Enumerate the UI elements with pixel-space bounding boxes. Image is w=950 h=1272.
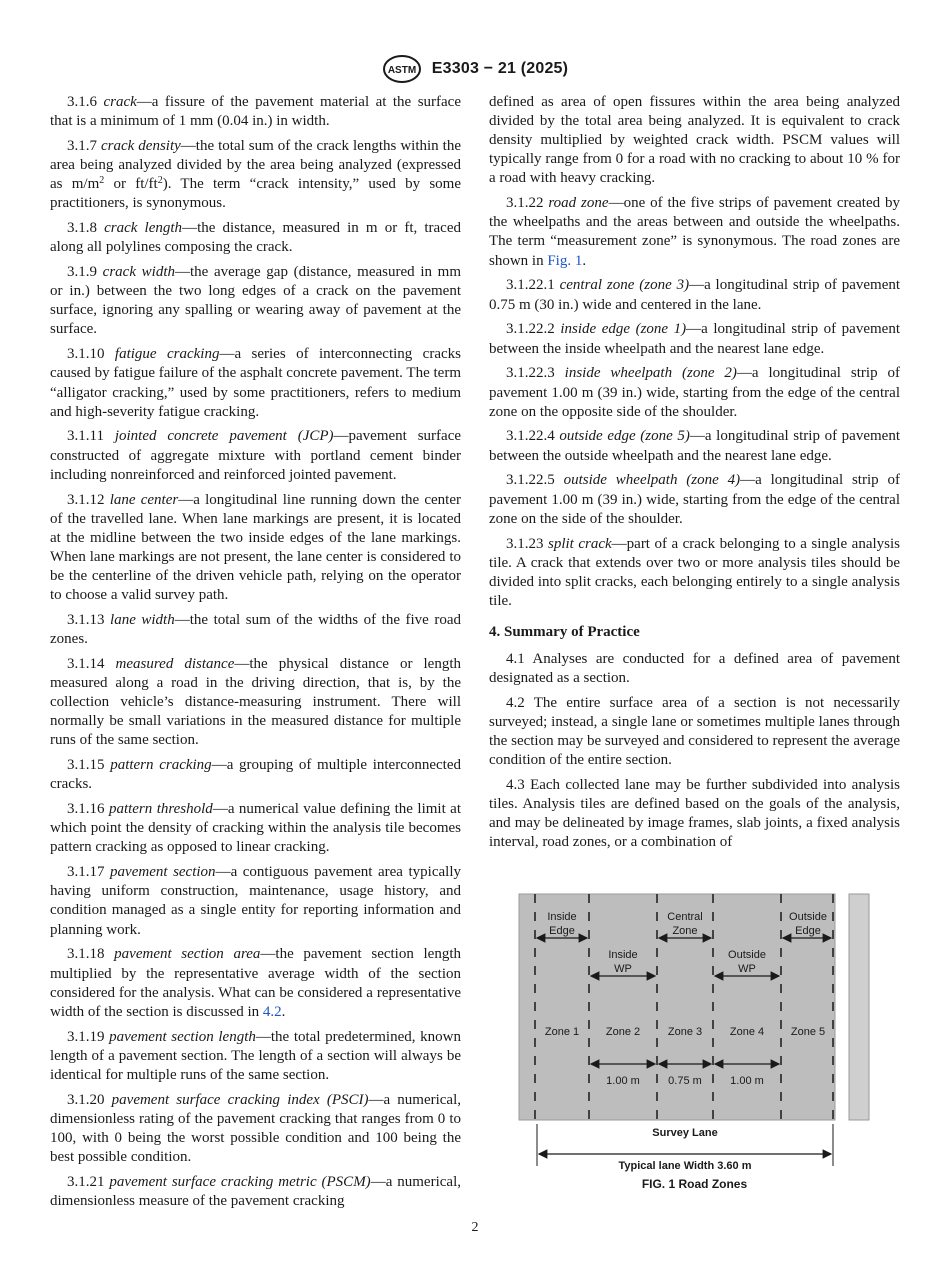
label-width-zone-3: 0.75 m xyxy=(668,1075,702,1087)
label-inside-wp-line1: Inside xyxy=(608,949,638,961)
label-outside-wp-line1: Outside xyxy=(728,949,766,961)
definition-3-1-13: 3.1.13 lane width—the total sum of the widths of the five road zones. xyxy=(50,611,462,648)
road-zones-diagram xyxy=(517,892,871,1176)
page-number: 2 xyxy=(471,1220,479,1235)
definition-3-1-17: 3.1.17 pavement section—a contiguous pavement area typically having uniform construction, maintenance, usage history, and condition managed as a single entity for reporting information and planning work. xyxy=(50,864,461,938)
definition-3-1-9: 3.1.9 crack width—the average gap (distance, measured in mm or in.) between the two long edges of a crack on the pavement surface, ignoring any spalling or wearing away of pavement at the surface. xyxy=(50,264,461,338)
definition-3-1-22-5: 3.1.22.5 outside wheelpath (zone 4)—a longitudinal strip of pavement 1.00 m (39 in.) wide, starting from the edge of the central zone on the side of the shoulder. xyxy=(489,472,900,527)
label-central-zone-line2: Zone xyxy=(672,925,698,937)
definition-3-1-22-1: 3.1.22.1 central zone (zone 3)—a longitudinal strip of pavement 0.75 m (30 in.) wide and centered in the lane. xyxy=(489,277,901,313)
definition-3-1-22-3: 3.1.22.3 inside wheelpath (zone 2)—a longitudinal strip of pavement 1.00 m (39 in.) wide, starting from the edge of the central zone on the opposite side of the shoulder. xyxy=(489,365,900,420)
definition-3-1-22-2: 3.1.22.2 inside edge (zone 1)—a longitudinal strip of pavement between the inside wheelpath and the nearest lane edge. xyxy=(489,321,900,357)
definition-3-1-18: 3.1.18 pavement section area—the pavement section length multiplied by the representative average width of the section considered for the analysis. What can be considered a representative width of the section is discussed in 4.2. xyxy=(50,946,462,1020)
definition-3-1-22-4: 3.1.22.4 outside edge (zone 5)—a longitudinal strip of pavement between the outside wheelpath and the nearest lane edge. xyxy=(489,428,900,464)
definition-3-1-23: 3.1.23 split crack—part of a crack belonging to a single analysis tile. A crack that extends over two or more analysis tiles should be divided into split cracks, each belonging entirely to a single analysis tile. xyxy=(489,535,901,609)
label-outside-wp-line2: WP xyxy=(738,963,756,975)
definition-3-1-19: 3.1.19 pavement section length—the total predetermined, known length of a pavement section. The length of a section will always be identical for multiple runs of the same section. xyxy=(50,1028,461,1083)
definition-3-1-21-continued: defined as area of open fissures within the area being analyzed divided by the total area being analyzed. It is equivalent to crack density multiplied by weighted crack width. PSCM values will typically range from 0 for a road with no cracking to about 10 % for a road with heavy cracking. xyxy=(489,94,900,187)
definition-3-1-22: 3.1.22 road zone—one of the five strips of pavement created by the wheelpaths and the areas between and outside the wheelpaths. The term “measurement zone” is synonymous. The road zones are shown in Fig. 1. xyxy=(489,195,901,269)
paragraph-4-1: 4.1 Analyses are conducted for a defined area of pavement designated as a section. xyxy=(489,651,900,687)
astm-logo-text: ASTM xyxy=(387,65,416,76)
definition-3-1-20: 3.1.20 pavement surface cracking index (PSCI)—a numerical, dimensionless rating of the pavement cracking that ranges from 0 to 100, with 0 being the worst possible condition and 100 being the best possible condition. xyxy=(50,1091,462,1165)
label-outside-edge-line1: Outside xyxy=(789,911,827,923)
label-width-zone-4: 1.00 m xyxy=(730,1075,764,1087)
label-inside-edge-line2: Edge xyxy=(549,925,575,937)
definition-3-1-6: 3.1.6 crack—a fissure of the pavement material at the surface that is a minimum of 1 mm (0.04 in.) in width. xyxy=(50,94,461,130)
label-inside-wp-line2: WP xyxy=(614,963,632,975)
definition-3-1-16: 3.1.16 pattern threshold—a numerical value defining the limit at which point the density of cracking within the analysis tile becomes pattern cracking as opposed to linear cracking. xyxy=(50,801,461,856)
definition-3-1-21: 3.1.21 pavement surface cracking metric (PSCM)—a numerical, dimensionless measure of the pavement cracking xyxy=(50,1173,461,1209)
definition-3-1-12: 3.1.12 lane center—a longitudinal line running down the center of the travelled lane. When lane markings are present, it is located at the midline between the two inside edges of the lane markings. When lane markings are not present, the lane center is considered to be the centerline of the driven vehicle path, relying on the operator to choose a valid survey path. xyxy=(50,491,462,604)
link-fig-1[interactable]: Fig. 1 xyxy=(547,252,583,269)
label-inside-edge-line1: Inside xyxy=(547,911,577,923)
label-zone-3: Zone 3 xyxy=(667,1026,703,1038)
paragraph-4-2: 4.2 The entire surface area of a section is not necessarily surveyed; instead, a single lane or sometimes multiple lanes through the section may be surveyed and considered to represent the average condition of the entire section. xyxy=(489,695,900,769)
label-zone-2: Zone 2 xyxy=(605,1026,641,1038)
definition-3-1-14: 3.1.14 measured distance—the physical distance or length measured along a road in the driving direction, that is, by the collection vehicle’s distance-measuring instrument. There will normally be small variations in the measured distance for multiple runs of the same section. xyxy=(50,655,461,749)
section-heading: 4. Summary of Practice xyxy=(489,623,640,640)
figure-caption: FIG. 1 Road Zones xyxy=(641,1177,748,1191)
definition-3-1-8: 3.1.8 crack length—the distance, measured in m or ft, traced along all polylines composing the crack. xyxy=(50,220,461,256)
definition-3-1-11: 3.1.11 jointed concrete pavement (JCP)—pavement surface constructed of aggregate mixture with portland cement binder including nonreinforced and reinforced jointed pavement. xyxy=(50,428,462,483)
label-zone-4: Zone 4 xyxy=(729,1026,765,1038)
standard-designation: E3303 − 21 (2025) xyxy=(431,60,569,77)
label-outside-edge-line2: Edge xyxy=(795,925,821,937)
shoulder-strip xyxy=(849,894,869,1120)
label-zone-5: Zone 5 xyxy=(790,1026,826,1038)
definition-3-1-7: 3.1.7 crack density—the total sum of the crack lengths within the area being analyzed divided by the area being analyzed (expressed as $m/m^2$ or $ft/ft^2$). The term “crack intensity,” used by some practitioners, is synonymous. xyxy=(50,137,461,212)
definition-3-1-10: 3.1.10 fatigue cracking—a series of interconnecting cracks caused by fatigue failure of the asphalt concrete pavement. The term “alligator cracking,” used by some practitioners, refers to medium and high-severity fatigue cracking. xyxy=(50,346,461,420)
road-zones-figure xyxy=(517,892,871,1194)
paragraph-4-3: 4.3 Each collected lane may be further subdivided into analysis tiles. Analysis tiles are defined based on the goals of the analysis, and may be delineated by image frames, slab joints, a fixed analysis interval, road zones, or a combination of xyxy=(489,777,900,851)
right-column xyxy=(489,93,900,858)
link-section-4-2[interactable]: 4.2 xyxy=(262,1003,282,1020)
left-column xyxy=(50,93,461,1217)
astm-logo-icon xyxy=(382,54,422,84)
label-zone-1: Zone 1 xyxy=(544,1026,580,1038)
label-central-zone-line1: Central xyxy=(667,911,703,923)
label-lane-width: Typical lane Width 3.60 m xyxy=(618,1160,752,1172)
page-header xyxy=(0,54,950,84)
label-survey-lane: Survey Lane xyxy=(652,1127,718,1139)
label-width-zone-2: 1.00 m xyxy=(606,1075,640,1087)
definition-3-1-15: 3.1.15 pattern cracking—a grouping of multiple interconnected cracks. xyxy=(50,757,462,793)
